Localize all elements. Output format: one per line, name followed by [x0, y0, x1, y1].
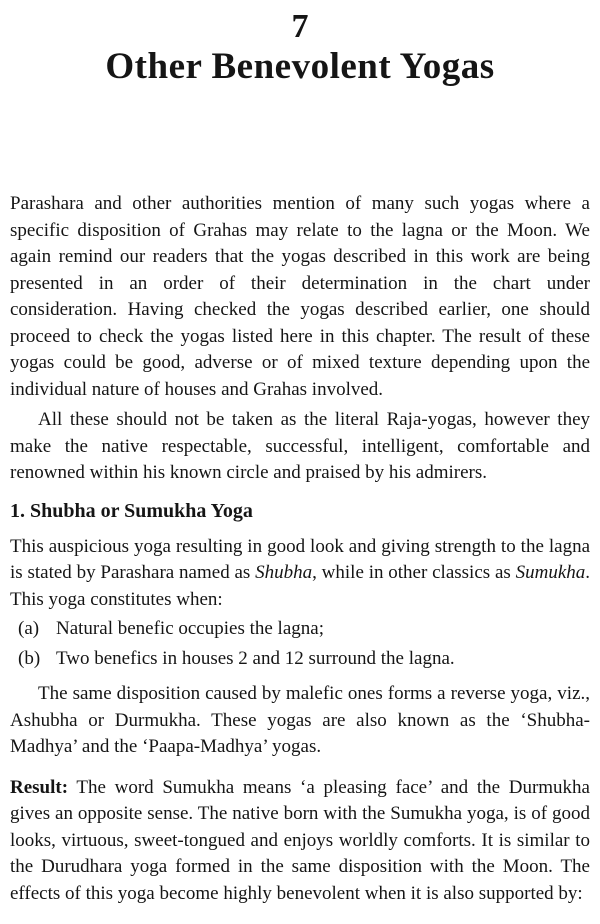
section-paragraph-definition: [10, 534, 590, 614]
reverse-yoga-paragraph: The same disposition caused by malefic ones forms a reverse yoga, viz., Ashubha or Durmukha. These yogas are also known as the ‘Shubha-Madhya’ and the ‘Paapa-Madhya’ yogas.: [10, 683, 590, 757]
chapter-title: Other Benevolent Yogas: [105, 46, 495, 87]
term-sumukha: Sumukha: [515, 562, 586, 583]
chapter-number: 7: [291, 8, 309, 45]
page-body: [10, 191, 590, 907]
result-label: Result:: [10, 776, 69, 798]
list-item-b: [10, 646, 590, 673]
term-shubha: Shubha: [255, 562, 313, 583]
list-item-a: [10, 616, 590, 643]
result-text: The word Sumukha means ‘a pleasing face’ and the Durmukha gives an opposite sense. The native born with the Sumukha yoga, is of good looks, virtuous, sweet-tongued and enjoys worldly comforts. It is similar to the Durudhara yoga formed in the same disposition with the Moon. The effects of this yoga become highly benevolent when it is also supported by:: [10, 776, 590, 904]
definition-text-part-3: . This yoga constitutes when:: [10, 562, 590, 610]
intro-paragraph-2: All these should not be taken as the literal Raja-yogas, however they make the native respectable, successful, intelligent, comfortable and renowned within his known circle and praised by his admirers.: [10, 409, 590, 483]
list-text-b: Two benefics in houses 2 and 12 surround the lagna.: [56, 647, 455, 669]
result-paragraph: [10, 775, 590, 908]
intro-paragraph-1: Parashara and other authorities mention of many such yogas where a specific disposition of Grahas may relate to the lagna or the Moon. We again remind our readers that the yogas described in this work are being presented in an order of their determination in the chart under consideration. Having checked the yogas described earlier, one should proceed to check the yogas listed here in this chapter. The result of these yogas could be good, adverse or of mixed texture depending upon the individual nature of houses and Grahas involved.: [10, 193, 590, 400]
definition-text-part-1: This auspicious yoga resulting in good look and giving strength to the lagna is stated by Parashara named as: [10, 535, 590, 583]
list-text-a: Natural benefic occupies the lagna;: [56, 618, 324, 639]
condition-list: [10, 616, 590, 672]
definition-text-part-2: , while in other classics as: [312, 562, 516, 583]
list-marker-a: (a): [18, 618, 40, 639]
list-marker-b: (b): [18, 647, 41, 669]
section-heading: 1. Shubha or Sumukha Yoga: [10, 499, 253, 522]
